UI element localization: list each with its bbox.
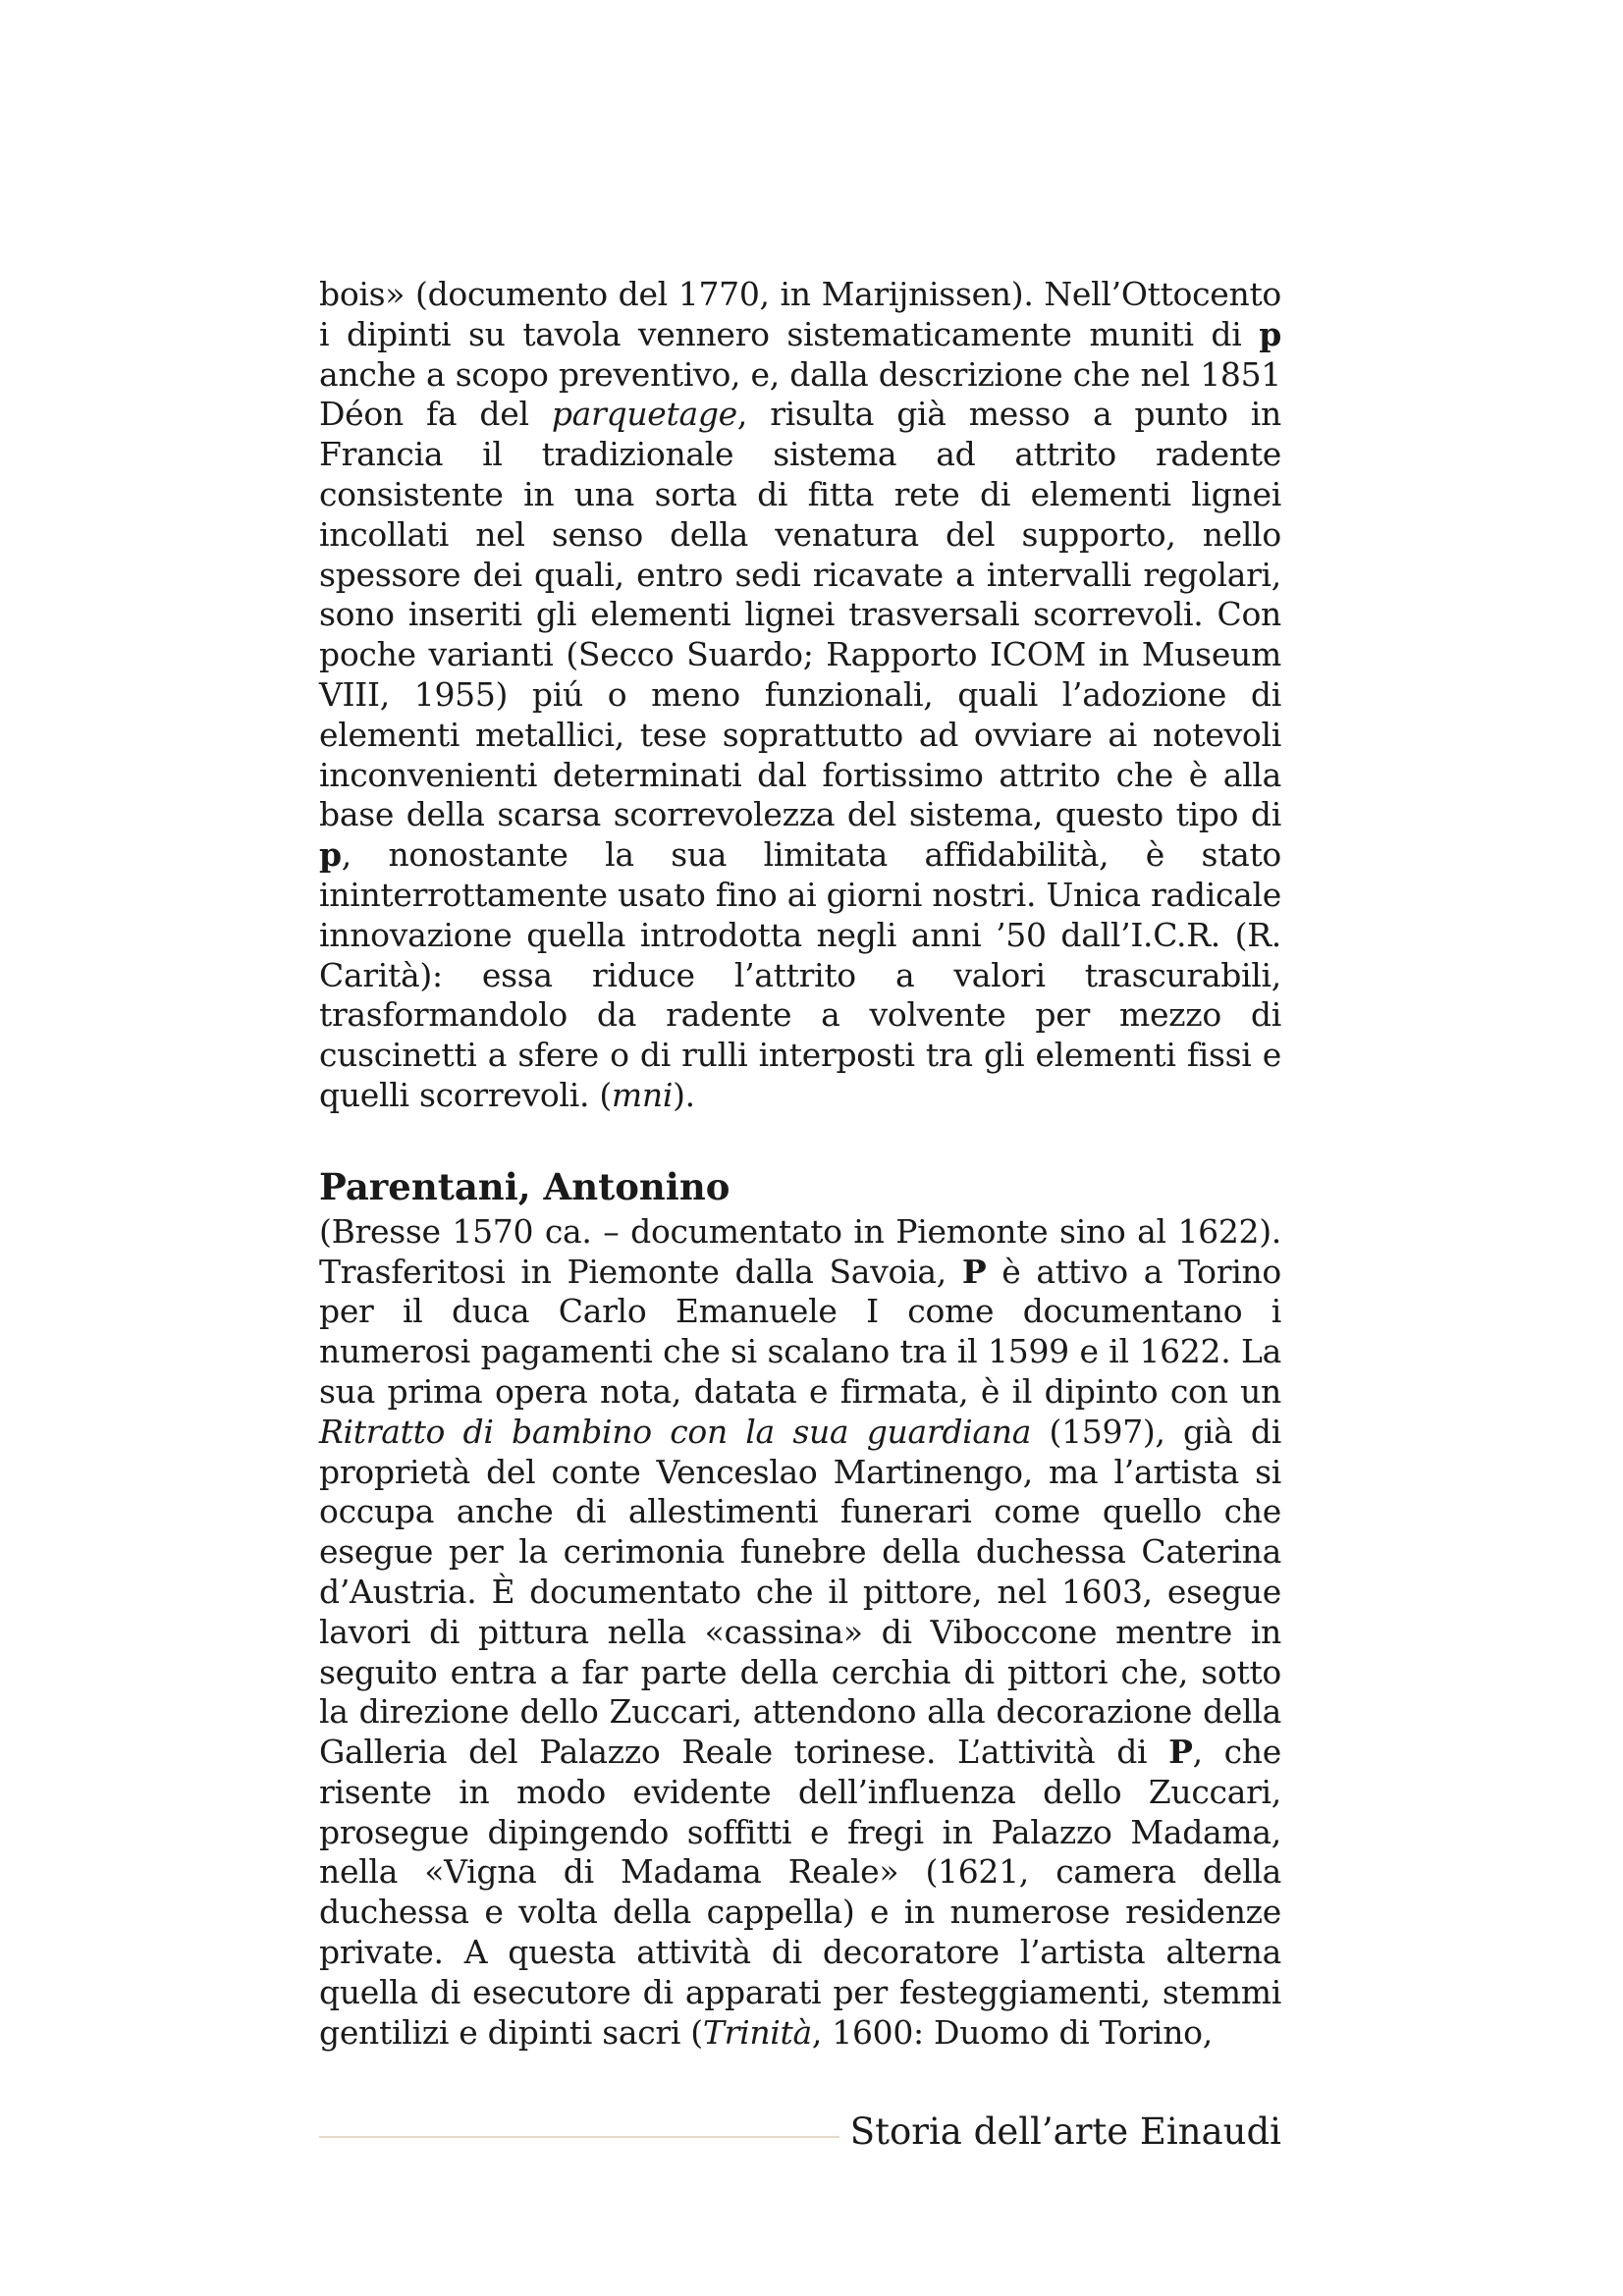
paragraph-parentani — [319, 1212, 1281, 2054]
text-run: ). — [673, 1075, 695, 1114]
text-run: anche a scopo preventivo, e, dalla descrizione che nel 1851 Déon fa del — [319, 354, 1281, 434]
text-run: , risulta già messo a punto in Francia il tradizionale sistema ad attrito radente consistente in una sorta di fitta rete di elementi lignei incollati nel senso della venatura del supporto, nello spessore dei quali, entro sedi ricavate a intervalli regolari, sono inseriti gli elementi lignei trasversali scorrevoli. Con poche varianti (Secco Suardo; Rapporto ICOM in Museum VIII, 1955) piú o meno funzionali, quali l’adozione di elementi metallici, tese soprattutto ad ovviare ai notevoli inconvenienti determinati dal fortissimo attrito che è alla base della scarsa scorrevolezza del sistema, questo tipo di — [319, 395, 1281, 834]
abbrev-bold: p — [319, 835, 342, 875]
text-run: , 1600: Duomo di Torino, — [811, 2012, 1213, 2052]
term-italic: parquetage — [551, 395, 737, 434]
text-run: , nonostante la sua limitata affidabilità, è stato ininterrottamente usato fino ai giorni nostri. Unica radicale innovazione quella introdotta negli anni ’50 dall’I.C.R. (R. Carità): essa riduce l’attrito a valori trascurabili, trasformandolo da radente a volvente per mezzo di cuscinetti a sfere o di rulli interposti tra gli elementi fissi e quelli scorrevoli. ( — [319, 835, 1281, 1114]
page-body — [319, 275, 1281, 2053]
abbrev-bold: p — [1259, 314, 1281, 353]
abbrev-bold: P — [1168, 1733, 1193, 1772]
entry-heading: Parentani, Antonino — [319, 1164, 730, 1208]
text-run: (Bresse 1570 ca. – documentato in Piemonte sino al 1622). Trasferitosi in Piemonte dalla Savoia, — [319, 1211, 1281, 1291]
author-initials: mni — [611, 1075, 674, 1114]
abbrev-bold: P — [961, 1252, 987, 1291]
text-run: , che risente in modo evidente dell’influenza dello Zuccari, prosegue dipingendo soffitti e fregi in Palazzo Madama, nella «Vigna di Madama Reale» (1621, camera della duchessa e volta della cappella) e in numerose residenze private. A questa attività di decoratore l’artista alterna quella di esecutore di apparati per festeggiamenti, stemmi gentilizi e dipinti sacri ( — [319, 1733, 1281, 2052]
footer-rule — [319, 2136, 839, 2138]
footer-title: Storia dell’arte Einaudi — [849, 2110, 1281, 2153]
text-run: bois» (documento del 1770, in Marijnissen). Nell’Ottocento i dipinti su tavola vennero sistematicamente muniti di — [319, 275, 1281, 353]
work-title-italic: Trinità — [702, 2012, 812, 2052]
text-run: (1597), già di proprietà del conte Venceslao Martinengo, ma l’artista si occupa anche di allestimenti funerari come quello che esegue per la cerimonia funebre della duchessa Caterina d’Austria. È documentato che il pittore, nel 1603, esegue lavori di pittura nella «cassina» di Viboccone mentre in seguito entra a far parte della cerchia di pittori che, sotto la direzione dello Zuccari, attendono alla decorazione della Galleria del Palazzo Reale torinese. L’attività di — [319, 1412, 1281, 1772]
paragraph-parchettatura — [319, 275, 1281, 1116]
text-run: è attivo a Torino per il duca Carlo Emanuele I come documentano i numerosi pagamenti che si scalano tra il 1599 e il 1622. La sua prima opera nota, datata e firmata, è il dipinto con un — [319, 1252, 1281, 1411]
work-title-italic: Ritratto di bambino con la sua guardiana — [319, 1412, 1032, 1451]
page-footer — [319, 2109, 1281, 2158]
